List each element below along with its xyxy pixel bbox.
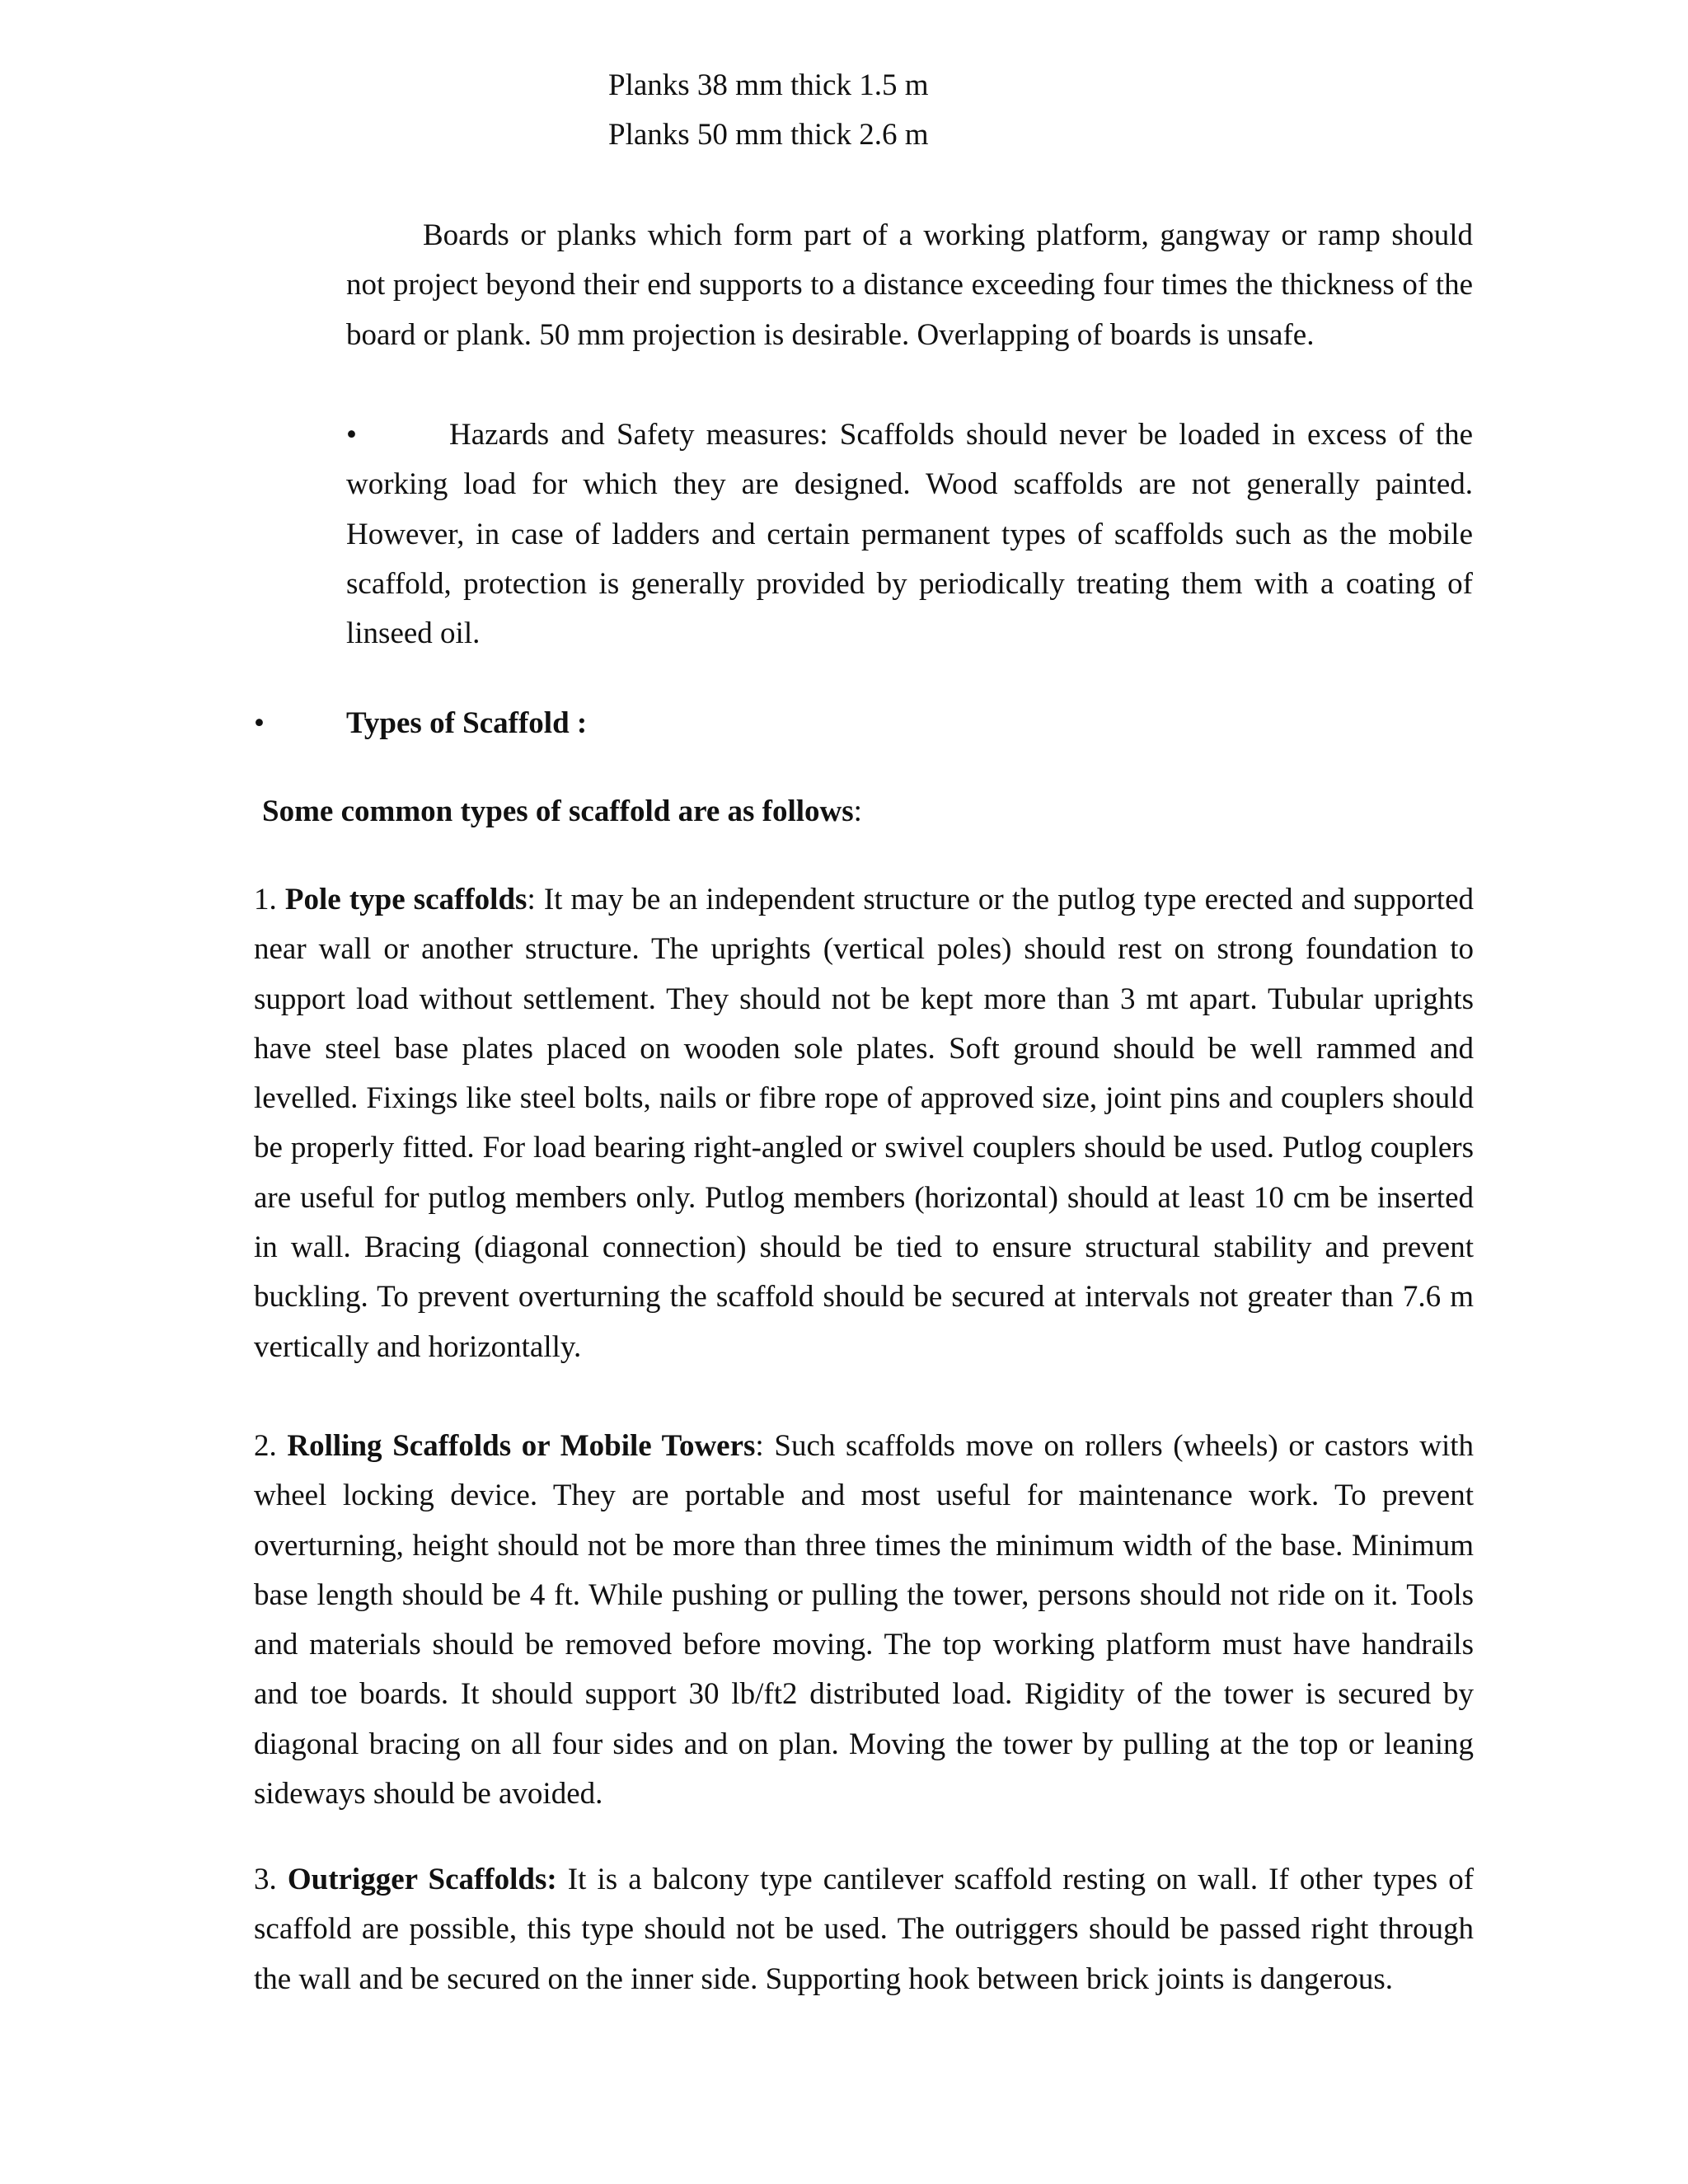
hazards-bullet: •	[346, 418, 357, 452]
item-number: 3.	[254, 1863, 277, 1896]
item-title: Rolling Scaffolds or Mobile Towers	[287, 1429, 756, 1463]
item-number: 1.	[254, 883, 277, 916]
planks-list	[608, 61, 1185, 161]
common-types-text: Some common types of scaffold are as follows	[262, 794, 854, 828]
types-heading-text: Types of Scaffold :	[346, 706, 588, 740]
hazards-text: Hazards and Safety measures: Scaffolds should never be loaded in excess of the working load for which they are designed. Wood scaffolds are not generally painted. However, in case of ladders and certain permanent types of scaffolds such as the mobile scaffold, protection is generally provided by periodically treating them with a coating of linseed oil.	[346, 418, 1473, 651]
hazards-paragraph	[346, 410, 1473, 658]
item-title: Outrigger Scaffolds:	[287, 1863, 557, 1896]
planks-50mm-line: Planks 50 mm thick 2.6 m	[608, 118, 929, 152]
item-text: It is a balcony type cantilever scaffold resting on wall. If other types of scaffold are possible, this type should not be used. The outriggers should be passed right through the wall and be secured on the inner side. Supporting hook between brick joints is dangerous.	[254, 1863, 1475, 1996]
boards-paragraph: Boards or planks which form part of a working platform, gangway or ramp should not project beyond their end supports to a distance exceeding four times the thickness of the board or plank. 50 mm projection is desirable. Overlapping of boards is unsafe.	[346, 218, 1473, 352]
item-text: : It may be an independent structure or the putlog type erected and supported near wall or another structure. The uprights (vertical poles) should rest on strong foundation to support load without settlement. They should not be kept more than 3 mt apart. Tubular uprights have steel base plates placed on wooden sole plates. Soft ground should be well rammed and levelled. Fixings like steel bolts, nails or fibre rope of approved size, joint pins and couplers should be properly fitted. For load bearing right-angled or swivel couplers should be used. Putlog couplers are useful for putlog members only. Putlog members (horizontal) should at least 10 cm be inserted in wall. Bracing (diagonal connection) should be tied to ensure structural stability and prevent buckling. To prevent overturning the scaffold should be secured at intervals not greater than 7.6 m vertically and horizontally.	[254, 883, 1475, 1364]
types-of-scaffold-heading	[254, 699, 1474, 748]
item-title: Pole type scaffolds	[284, 883, 528, 916]
common-types-line	[262, 787, 1474, 837]
common-types-suffix: :	[853, 794, 862, 828]
types-heading-bullet: •	[254, 706, 265, 740]
item-outrigger-scaffolds	[254, 1855, 1474, 2004]
item-rolling-scaffolds	[254, 1422, 1474, 1819]
item-number: 2.	[254, 1429, 277, 1463]
item-pole-type-scaffolds	[254, 875, 1474, 1372]
item-text: : Such scaffolds move on rollers (wheels) or castors with wheel locking device. They are portable and most useful for maintenance work. To prevent overturning, height should not be more than three times the minimum width of the base. Minimum base length should be 4 ft. While pushing or pulling the tower, persons should not ride on it. Tools and materials should be removed before moving. The top working platform must have handrails and toe boards. It should support 30 lb/ft2 distributed load. Rigidity of the tower is secured by diagonal bracing on all four sides and on plan. Moving the tower by pulling at the top or leaning sideways should be avoided.	[254, 1429, 1475, 1811]
planks-38mm-line: Planks 38 mm thick 1.5 m	[608, 68, 929, 102]
